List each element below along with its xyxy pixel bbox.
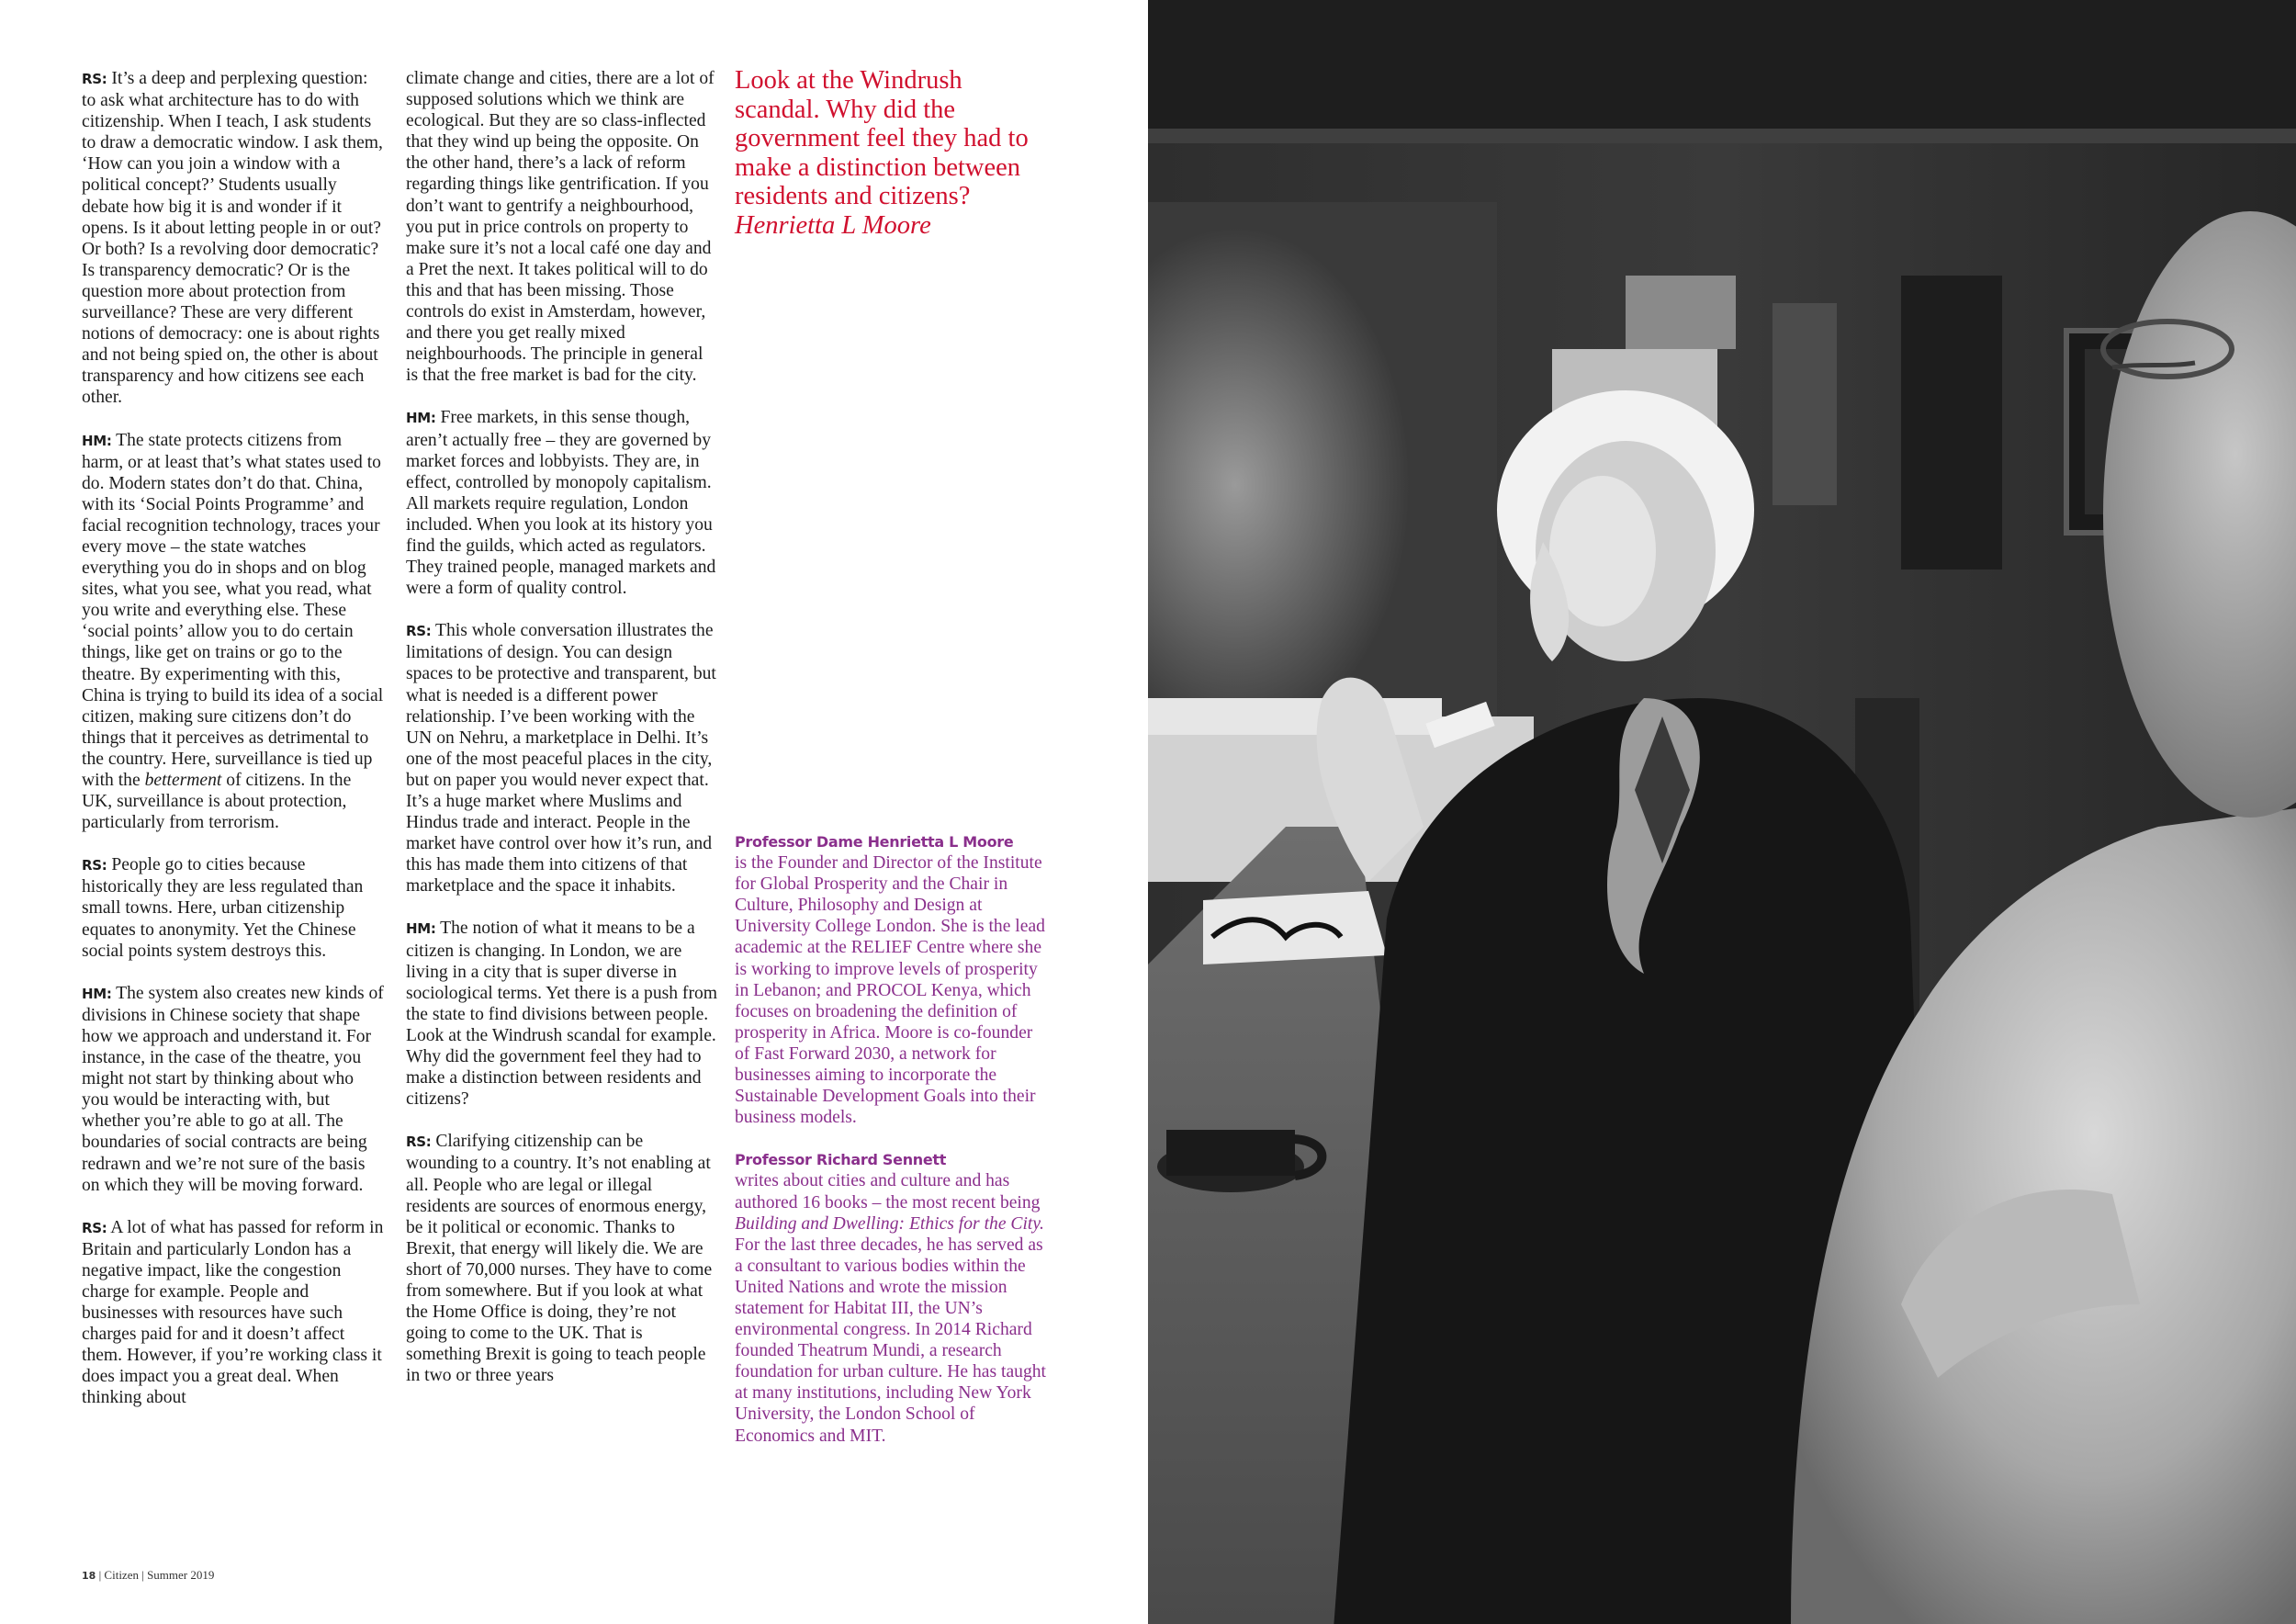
portrait-photo-illustration: [1148, 0, 2296, 1624]
bio-henrietta-moore: [735, 831, 1047, 1128]
speaker-label: HM:: [406, 410, 436, 427]
paragraph: [406, 620, 718, 897]
paragraph-text: A lot of what has passed for reform in Britain and particularly London has a negative impact, like the congestion charge for example. People and businesses with resources have such charges paid for and it doesn’t affect them. However, if you’re working class it does impact you a great deal. When thinking about: [82, 1217, 384, 1408]
paragraph-text: climate change and cities, there are a lot of supposed solutions which we think are ecological. But they are so class-inflected that they wind up being the opposite. On the other hand, there’s a lack of reform regarding things like gentrification. If you don’t want to gentrify a neighbourhood, you put in price controls on property to make sure it’s not a local café one day and a Pret the next. It takes political will to do this and that has been missing. Those controls do exist in Amsterdam, however, and there you get really mixed neighbourhoods. The principle in general is that the free market is bad for the city.: [406, 69, 715, 386]
issue-date: Summer 2019: [147, 1568, 215, 1582]
speaker-label: RS:: [82, 1219, 107, 1236]
article-column-2: [406, 68, 718, 1386]
speaker-label: RS:: [82, 71, 107, 87]
paragraph: [82, 854, 385, 961]
bio-book-title: Building and Dwelling: Ethics for the City.: [735, 1213, 1044, 1234]
paragraph: [406, 1131, 718, 1386]
paragraph: [82, 68, 385, 409]
page-number: 18: [82, 1570, 96, 1582]
speaker-label: RS:: [406, 1133, 432, 1151]
paragraph: [406, 918, 718, 1110]
paragraph: [406, 407, 718, 599]
bio-text: writes about cities and culture and has authored 16 books – the most recent being: [735, 1171, 1041, 1212]
paragraph-text: The system also creates new kinds of divisions in Chinese society that shape how we approach and understand it. For instance, in the case of the theatre, you might not start by thinking about who you would be interacting with, but whether you’re able to go at all. The boundaries of social contracts are being redrawn and we’re not sure of the basis on which they will be moving forward.: [82, 983, 384, 1195]
paragraph: [82, 430, 385, 834]
paragraph-text: Clarifying citizenship can be wounding to a country. It’s not enabling at all. People who are legal or illegal residents are sources of enormous energy, be it political or economic. Thanks to Brexit, that energy will likely die. We are short of 70,000 nurses. They have to come from somewhere. But if you look at what the Home Office is doing, they’re not going to come to the UK. That is something Brexit is going to teach people in two or three years: [406, 1132, 713, 1386]
speaker-label: HM:: [82, 985, 112, 1002]
paragraph-text: The notion of what it means to be a citizen is changing. In London, we are living in a city that is super diverse in sociological terms. Yet there is a push from the state to find divisions between people. Look at the Windrush scandal for example. Why did the government feel they had to make a distinction between residents and citizens?: [406, 919, 718, 1110]
publication-name: Citizen: [104, 1568, 139, 1582]
bio-richard-sennett: [735, 1149, 1047, 1446]
paragraph: [406, 68, 718, 386]
speaker-label: HM:: [406, 920, 436, 938]
portrait-photo: [1148, 0, 2296, 1624]
pull-quote: [735, 66, 1038, 240]
bio-name: Professor Dame Henrietta L Moore: [735, 833, 1014, 851]
folio: 18 | Citizen | Summer 2019: [82, 1568, 215, 1582]
pull-quote-attribution: Henrietta L Moore: [735, 210, 931, 240]
paragraph: [82, 983, 385, 1196]
bio-name: Professor Richard Sennett: [735, 1151, 947, 1169]
bio-text: is the Founder and Director of the Institute for Global Prosperity and the Chair in Culture, Philosophy and Design at University College London. She is the lead academic at the RELIEF Centre where she is working to improve levels of prosperity in Lebanon; and PROCOL Kenya, which focuses on broadening the definition of prosperity in Africa. Moore is co-founder of Fast Forward 2030, a network for businesses aiming to incorporate the Sustainable Development Goals into their business models.: [735, 853, 1045, 1128]
paragraph-italic: betterment: [144, 771, 222, 790]
speaker-label: HM:: [82, 432, 112, 449]
speaker-label: RS:: [406, 623, 432, 640]
article-column-1: [82, 68, 385, 1409]
paragraph-text: People go to cities because historically they are less regulated than small towns. Here, urban citizenship equates to anonymity. Yet the Chinese social points system destroys this.: [82, 855, 364, 961]
bio-text-after: For the last three decades, he has served as a consultant to various bodies within the United Nations and wrote the mission statement for Habitat III, the UN’s environmental congress. In 2014 Richard founded Theatrum Mundi, a research foundation for urban culture. He has taught at many institutions, including New York University, the London School of Economics and MIT.: [735, 1235, 1046, 1446]
paragraph-text: The state protects citizens from harm, or at least that’s what states used to do. Modern states don’t do that. China, with its ‘Social Points Programme’ and facial recognition technology, traces your every move – the state watches everything you do in shops and on blog sites, what you see, what you read, what you write and everything else. These ‘social points’ allow you to do certain things, like get on trains or go to the theatre. By experimenting with this, China is trying to build its idea of a social citizen, making sure citizens don’t do things that it perceives as detrimental to the country. Here, surveillance is tied up with the: [82, 430, 384, 790]
paragraph-text: It’s a deep and perplexing question: to ask what architecture has to do with citizenship. When I teach, I ask students to draw a democratic window. I ask them, ‘How can you join a window with a political concept?’ Students usually debate how big it is and wonder if it opens. Is it about letting people in or out? Or both? Is a revolving door democratic? Is transparency democratic? Or is the question more about protection from surveillance? These are very different notions of democracy: one is about rights and not being spied on, the other is about transparency and how citizens see each other.: [82, 69, 383, 408]
speaker-label: RS:: [82, 857, 107, 874]
paragraph-text: Free markets, in this sense though, aren’t actually free – they are governed by market forces and lobbyists. They are, in effect, controlled by monopoly capitalism. All markets require regulation, London included. When you look at its history you find the guilds, which acted as regulators. They trained people, managed markets and were a form of quality control.: [406, 408, 716, 599]
paragraph-text-after: of citizens. In the UK, surveillance is about protection, particularly from terrorism.: [82, 771, 352, 833]
contributor-bios: [735, 831, 1047, 1468]
pull-quote-text: Look at the Windrush scandal. Why did the government feel they had to make a distinction between residents and citizens?: [735, 66, 1029, 210]
paragraph-text: This whole conversation illustrates the limitations of design. You can design spaces to be protective and transparent, but what is needed is a different power relationship. I’ve been working with the UN on Nehru, a marketplace in Delhi. It’s one of the most peaceful places in the city, but on paper you would never expect that. It’s a huge market where Muslims and Hindus trade and interact. People in the market have control over how it’s run, and this has made them into citizens of that marketplace and the space it inhabits.: [406, 621, 716, 897]
paragraph: [82, 1217, 385, 1409]
